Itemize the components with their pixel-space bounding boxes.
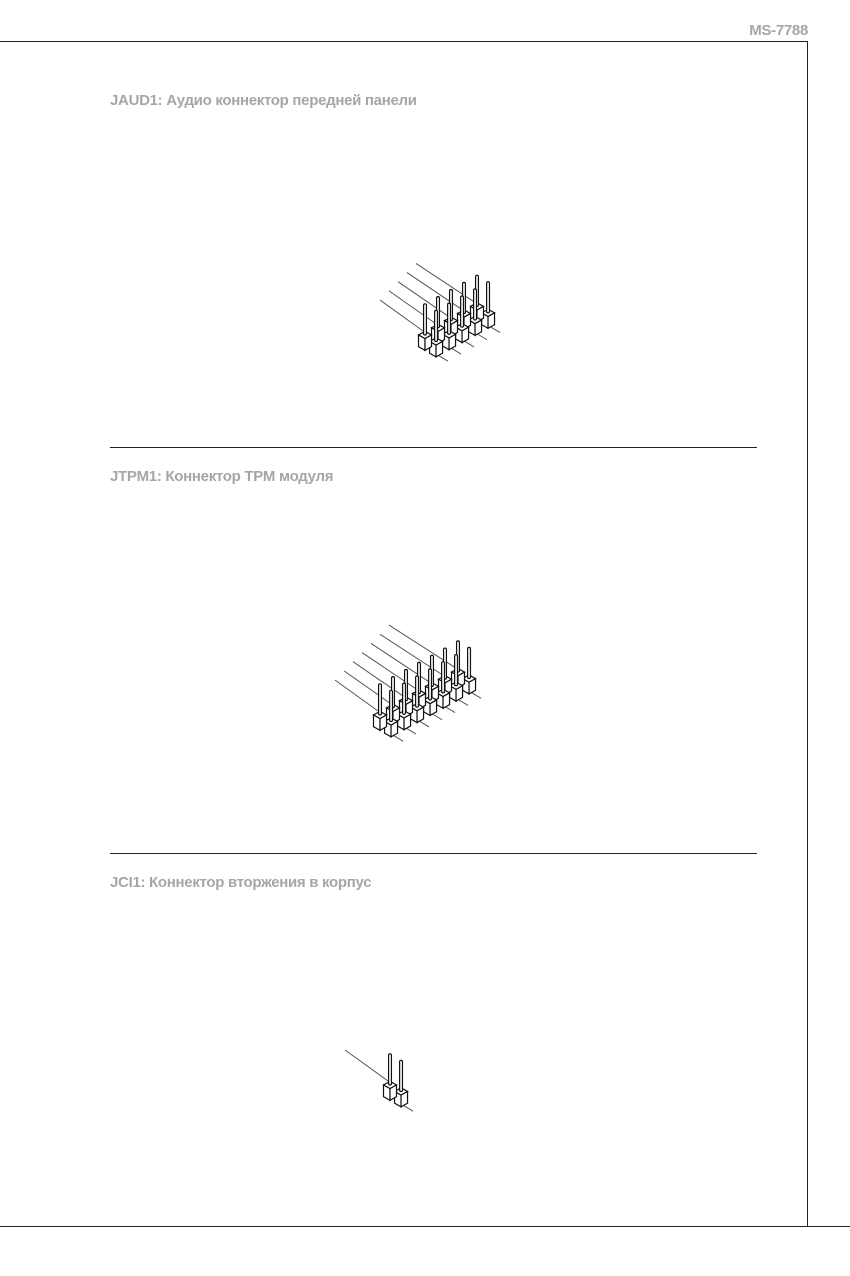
pin-leader-line: [344, 671, 391, 704]
header-pin: [416, 676, 419, 707]
jci1-connector-diagram: [370, 1050, 450, 1110]
header-pin: [379, 684, 382, 715]
pin-leader-line: [407, 273, 462, 310]
header-pin: [424, 304, 427, 335]
section-separator: [110, 447, 757, 448]
pin-leader-line: [380, 300, 423, 331]
pin-leader-line: [403, 1105, 413, 1111]
jtpm1-connector-diagram: [320, 625, 520, 750]
pin-leader-line: [458, 699, 468, 705]
model-label: MS-7788: [749, 22, 808, 39]
header-pin: [461, 296, 464, 327]
pin-leader-line: [345, 1050, 388, 1081]
pin-leader-line: [438, 355, 448, 361]
jci1-heading: JCI1: Коннектор вторжения в корпус: [110, 874, 372, 891]
pin-leader-line: [406, 728, 416, 734]
pin-leader-line: [464, 341, 474, 347]
pin-leader-line: [416, 263, 475, 302]
pin-leader-line: [389, 291, 436, 324]
pin-leader-line: [490, 327, 500, 333]
header-pin: [429, 669, 432, 700]
pin-leader-line: [471, 692, 481, 698]
jtpm1-heading: JTPM1: Коннектор TPM модуля: [110, 468, 334, 485]
pin-leader-line: [477, 334, 487, 340]
header-pin: [455, 655, 458, 686]
header-pin: [448, 303, 451, 334]
header-pin: [468, 647, 471, 678]
pin-leader-line: [371, 643, 430, 682]
pin-leader-line: [451, 348, 461, 354]
right-rule: [807, 41, 808, 1227]
pin-leader-line: [432, 714, 442, 720]
header-pin: [403, 683, 406, 714]
pin-leader-line: [445, 707, 455, 713]
header-pin: [400, 1060, 403, 1091]
header-pin: [487, 282, 490, 313]
header-pin: [389, 1054, 392, 1085]
top-rule: [0, 41, 808, 42]
bottom-rule: [0, 1226, 850, 1227]
section-separator: [110, 853, 757, 854]
pin-leader-line: [335, 680, 378, 711]
header-pin: [435, 310, 438, 341]
header-pin: [390, 690, 393, 721]
pin-leader-line: [393, 735, 403, 741]
pin-leader-line: [362, 653, 417, 690]
header-pin: [442, 662, 445, 693]
jaud1-connector-diagram: [310, 255, 530, 370]
jaud1-heading: JAUD1: Аудио коннектор передней панели: [110, 92, 417, 109]
header-pin: [474, 289, 477, 320]
pin-leader-line: [419, 721, 429, 727]
